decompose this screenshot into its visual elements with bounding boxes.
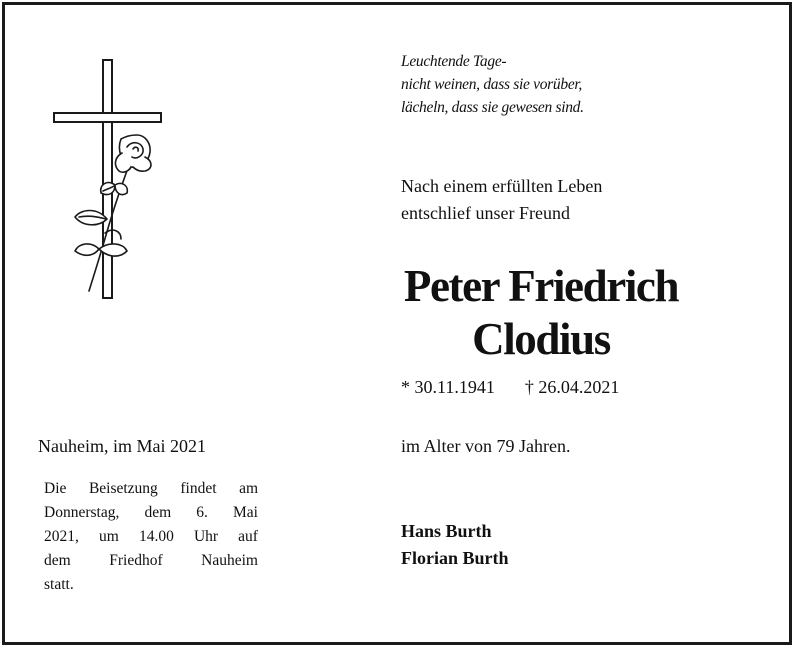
poem-line: lächeln, dass sie gewesen sind. — [401, 99, 584, 116]
burial-line: Donnerstag, dem 6. Mai — [44, 504, 258, 521]
deceased-name-line: Clodius — [472, 314, 610, 364]
burial-line: Die Beisetzung findet am — [44, 480, 258, 497]
life-dates — [401, 375, 721, 399]
obituary-notice — [2, 2, 792, 645]
poem-quote — [401, 50, 761, 119]
deceased-name — [360, 260, 722, 366]
birth-date: * 30.11.1941 — [401, 377, 495, 397]
intro-text — [401, 173, 761, 227]
burial-line: statt. — [44, 576, 74, 593]
burial-info — [44, 477, 258, 597]
cross-vertical-beam — [103, 60, 112, 298]
mourner-name: Florian Burth — [401, 548, 509, 568]
mourners-list — [401, 518, 761, 572]
intro-line: Nach einem erfüllten Leben — [401, 176, 603, 196]
poem-line: nicht weinen, dass sie vorüber, — [401, 76, 582, 93]
place-and-date: Nauheim, im Mai 2021 — [38, 436, 206, 456]
burial-line: dem Friedhof Nauheim — [44, 552, 258, 569]
age-text: im Alter von 79 Jahren. — [401, 436, 571, 456]
deceased-name-line: Peter Friedrich — [403, 261, 679, 311]
death-date: † 26.04.2021 — [524, 377, 620, 397]
poem-line: Leuchtende Tage- — [401, 53, 507, 70]
intro-line: entschlief unser Freund — [401, 203, 570, 223]
cross-with-rose-icon — [49, 57, 169, 302]
mourner-name: Hans Burth — [401, 521, 492, 541]
burial-line: 2021, um 14.00 Uhr auf — [44, 528, 258, 545]
